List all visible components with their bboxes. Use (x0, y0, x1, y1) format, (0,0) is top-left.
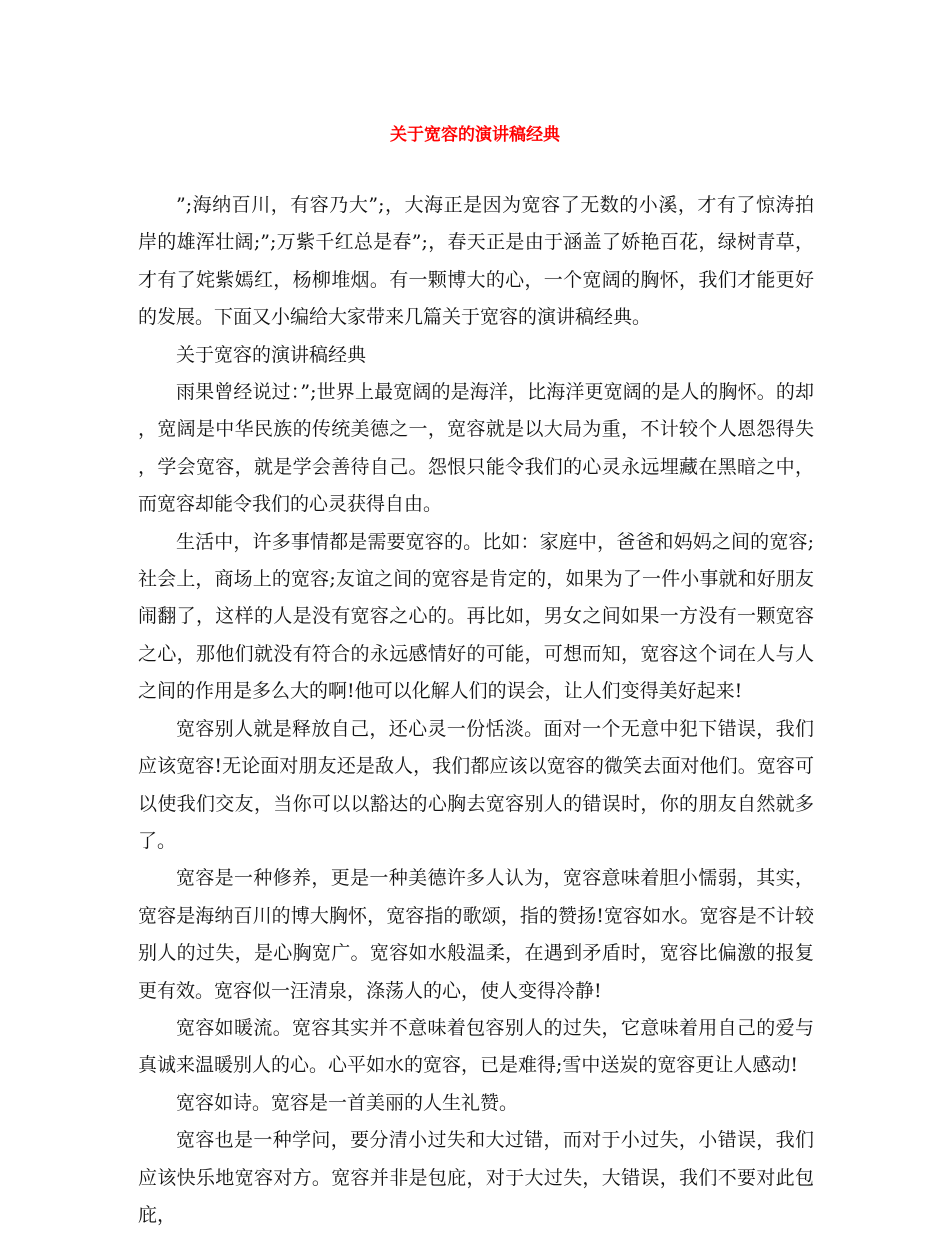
paragraph-cultivation: 宽容是一种修养，更是一种美德许多人认为，宽容意味着胆小懦弱，其实，宽容是海纳百川的博大胸怀，宽容指的歌颂，指的赞扬!宽容如水。宽容是不计较别人的过失，是心胸宽广。宽容如水般温柔，在遇到矛盾时，宽容比偏激的报复更有效。宽容似一汪清泉，涤荡人的心，使人变得冷静! (138, 867, 814, 1002)
paragraph-hugo-quote: 雨果曾经说过：”;世界上最宽阔的是海洋，比海洋更宽阔的是人的胸怀。的却，宽阔是中华民族的传统美德之一，宽容就是以大局为重，不计较个人恩怨得失，学会宽容，就是学会善待自己。怨恨只能令我们的心灵永远埋藏在黑暗之中，而宽容却能令我们的心灵获得自由。 (138, 381, 814, 516)
paragraph-learning: 宽容也是一种学问，要分清小过失和大过错，而对于小过失，小错误，我们应该快乐地宽容对方。宽容并非是包庇，对于大过失，大错误，我们不要对此包庇， (138, 1129, 814, 1226)
document-body (138, 187, 814, 1234)
paragraph-daily-life: 生活中，许多事情都是需要宽容的。比如：家庭中，爸爸和妈妈之间的宽容;社会上，商场上的宽容;友谊之间的宽容是肯定的，如果为了一件小事就和好朋友闹翻了，这样的人是没有宽容之心的。再比如，男女之间如果一方没有一颗宽容之心，那他们就没有符合的永远感情好的可能，可想而知，宽容这个词在人与人之间的作用是多么大的啊!他可以化解人们的误会，让人们变得美好起来! (138, 530, 814, 703)
document-title: 关于宽容的演讲稿经典 (390, 125, 560, 145)
paragraph-warm-current: 宽容如暖流。宽容其实并不意味着包容别人的过失，它意味着用自己的爱与真诚来温暖别人的心。心平如水的宽容，已是难得;雪中送炭的宽容更让人感动! (138, 1016, 814, 1077)
paragraph-subheading: 关于宽容的演讲稿经典 (176, 343, 367, 366)
paragraph-intro: ”;海纳百川，有容乃大”;，大海正是因为宽容了无数的小溪，才有了惊涛拍岸的雄浑壮阔;”;万紫千红总是春”;，春天正是由于涵盖了娇艳百花，绿树青草，才有了姹紫嫣红，杨柳堆烟。有一颗博大的心，一个宽阔的胸怀，我们才能更好的发展。下面又小编给大家带来几篇关于宽容的演讲稿经典。 (138, 194, 814, 329)
paragraph-poem: 宽容如诗。宽容是一首美丽的人生礼赞。 (176, 1091, 519, 1114)
paragraph-release-self: 宽容别人就是释放自己，还心灵一份恬淡。面对一个无意中犯下错误，我们应该宽容!无论面对朋友还是敌人，我们都应该以宽容的微笑去面对他们。宽容可以使我们交友，当你可以以豁达的心胸去宽容别人的错误时，你的朋友自然就多了。 (138, 717, 814, 852)
